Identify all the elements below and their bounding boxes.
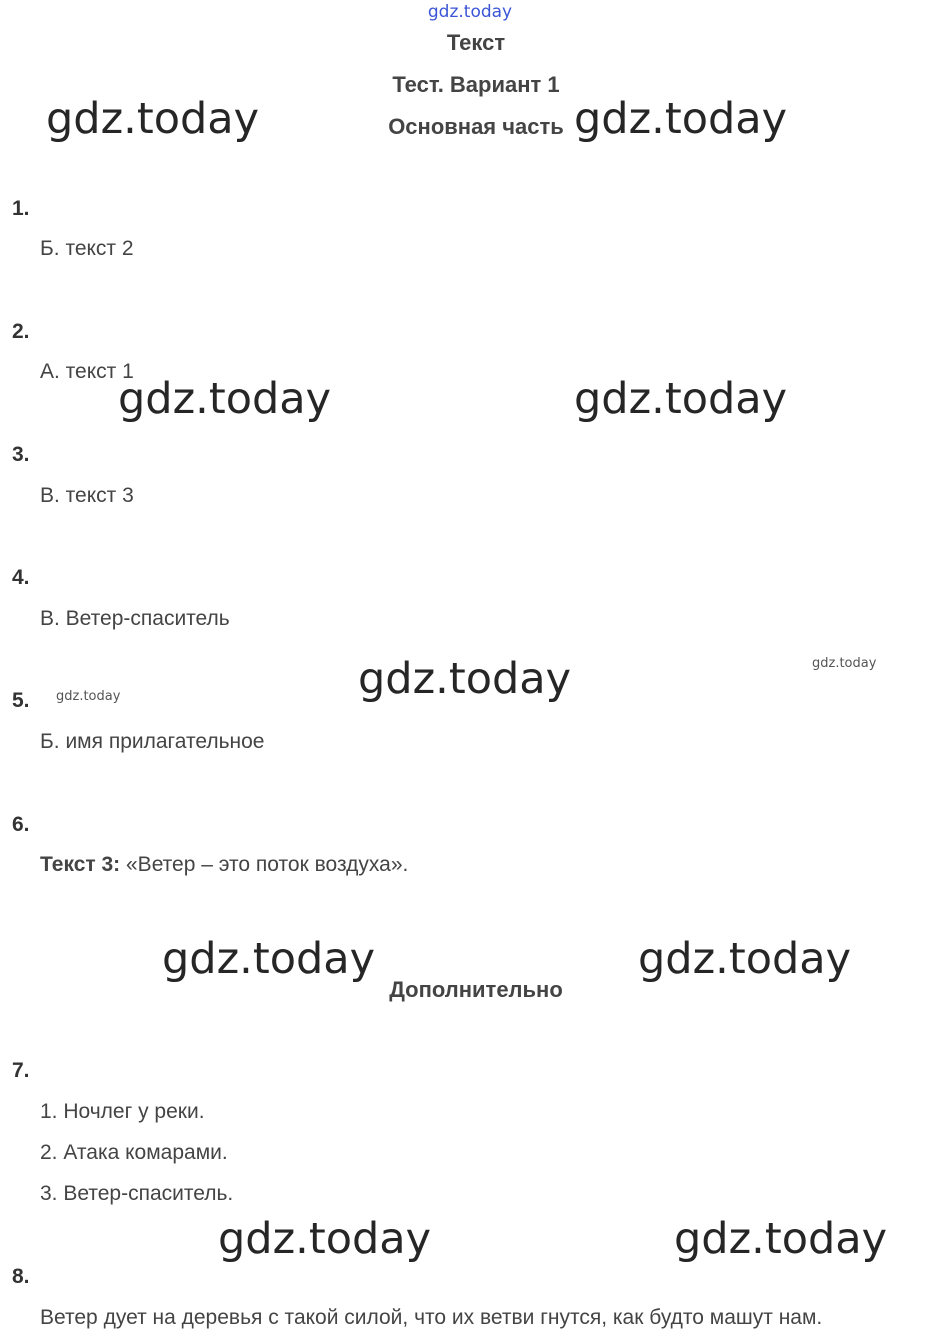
question-number-6: 6. [12,813,30,836]
watermark-top: gdz.today [427,2,513,22]
test-variant-heading: Тест. Вариант 1 [392,72,560,97]
answer-3: В. текст 3 [40,484,134,507]
answer-4: В. Ветер-спаситель [40,607,230,630]
question-number-1: 1. [12,197,30,220]
watermark: gdz.today [46,94,260,144]
question-number-3: 3. [12,443,30,466]
answer-6 [40,853,408,877]
question-number-5: 5. [12,689,30,712]
answer-7-line-1: 1. Ночлег у реки. [40,1100,205,1123]
watermark-small: gdz.today [812,656,877,671]
watermark: gdz.today [638,934,852,984]
answer-5: Б. имя прилагательное [40,730,265,753]
watermark: gdz.today [218,1214,432,1264]
answer-6-text: «Ветер – это поток воздуха». [120,853,409,876]
watermark: gdz.today [162,934,376,984]
watermark: gdz.today [674,1214,888,1264]
main-part-heading: Основная часть [388,114,564,139]
extra-section-heading: Дополнительно [389,977,563,1002]
answer-8: Ветер дует на деревья с такой силой, что их ветви гнутся, как будто машут нам. [40,1306,823,1329]
answer-7-line-3: 3. Ветер-спаситель. [40,1182,234,1205]
question-number-7: 7. [12,1059,30,1082]
watermark: gdz.today [118,374,332,424]
page-title: Текст [446,30,506,55]
answer-2: А. текст 1 [40,360,134,383]
watermark-small: gdz.today [56,689,121,704]
watermark: gdz.today [358,654,572,704]
watermark: gdz.today [574,374,788,424]
answer-7-line-2: 2. Атака комарами. [40,1141,228,1164]
answer-1: Б. текст 2 [40,237,134,260]
watermark: gdz.today [574,94,788,144]
question-number-8: 8. [12,1265,30,1288]
question-number-2: 2. [12,320,30,343]
question-number-4: 4. [12,566,30,589]
answer-6-label: Текст 3: [40,853,121,876]
